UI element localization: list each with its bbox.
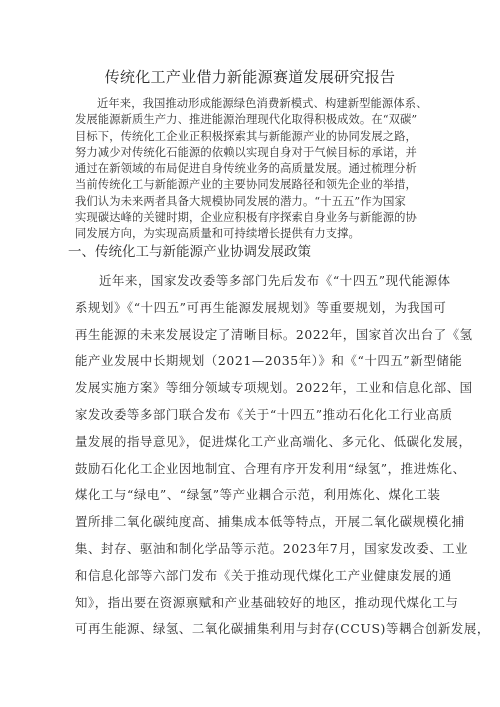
body-line: 煤化工与“绿电”、“绿氢”等产业耦合示范，利用炼化、煤化工装 — [75, 487, 441, 503]
abstract-line: 我们认为未来两者具备大规模协同发展的潜力。“十五五”作为国家 — [75, 194, 406, 208]
abstract-line: 当前传统化工与新能源产业的主要协同发展路径和领先企业的举措， — [75, 178, 417, 192]
body-line: 鼓励石化化工企业因地制宜、合理有序开发利用“绿氢”，推进炼化、 — [75, 460, 466, 476]
document-title: 传统化工产业借力新能源赛道发展研究报告 — [104, 68, 396, 86]
body-line: 知》，指出要在资源禀赋和产业基础较好的地区，推动现代煤化工与 — [75, 594, 459, 610]
abstract-line: 通过在新领域的布局促进自身传统业务的高质量发展。通过梳理分析 — [75, 162, 417, 176]
abstract-line: 同发展方向，为实现高质量和可持续增长提供有力支撑。 — [75, 227, 360, 241]
abstract-line: 实现碳达峰的关键时期，企业应积极有序探索自身业务与新能源的协 — [75, 211, 417, 225]
body-line: 集、封存、驱油和制化学品等示范。2023年7月，国家发改委、工业 — [75, 540, 469, 556]
body-line: 可再生能源、绿氢、二氧化碳捕集利用与封存(CCUS)等耦合创新发展， — [75, 621, 490, 637]
body-line: 再生能源的未来发展设定了清晰目标。2022年，国家首次出台了《氢 — [75, 326, 473, 342]
body-line: 置所排二氧化碳纯度高、捕集成本低等特点，开展二氧化碳规模化捕 — [75, 514, 465, 530]
body-line: 发展实施方案》等细分领域专项规划。2022年，工业和信息化部、国 — [75, 380, 473, 396]
section-heading: 一、传统化工与新能源产业协调发展政策 — [68, 244, 311, 260]
body-line: 量发展的指导意见》，促进煤化工产业高端化、多元化、低碳化发展， — [75, 433, 472, 449]
body-line: 能产业发展中长期规划（2021—2035年）》和《“十四五”新型储能 — [75, 353, 463, 369]
abstract-line: 近年来，我国推动形成能源绿色消费新模式、构建新型能源体系、 — [97, 97, 428, 110]
abstract-line: 目标下，传统化工企业正积极探索其与新能源产业的协同发展之路， — [75, 129, 417, 143]
abstract-paragraph — [75, 96, 429, 243]
body-line: 近年来，国家发改委等多部门先后发布《“十四五”现代能源体 — [99, 273, 451, 288]
body-paragraph — [75, 268, 490, 643]
body-line: 系规划》《“十四五”可再生能源发展规划》等重要规划，为我国可 — [75, 299, 447, 315]
abstract-line: 努力减少对传统化石能源的依赖以实现自身对于气候目标的承诺，并 — [75, 145, 417, 159]
body-line: 和信息化部等六部门发布《关于推动现代煤化工产业健康发展的通 — [75, 567, 452, 583]
body-line: 家发改委等多部门联合发布《关于“十四五”推动石化化工行业高质 — [75, 406, 453, 422]
abstract-line: 发展能源新质生产力、推进能源治理现代化取得积极成效。在“双碳” — [75, 113, 418, 127]
